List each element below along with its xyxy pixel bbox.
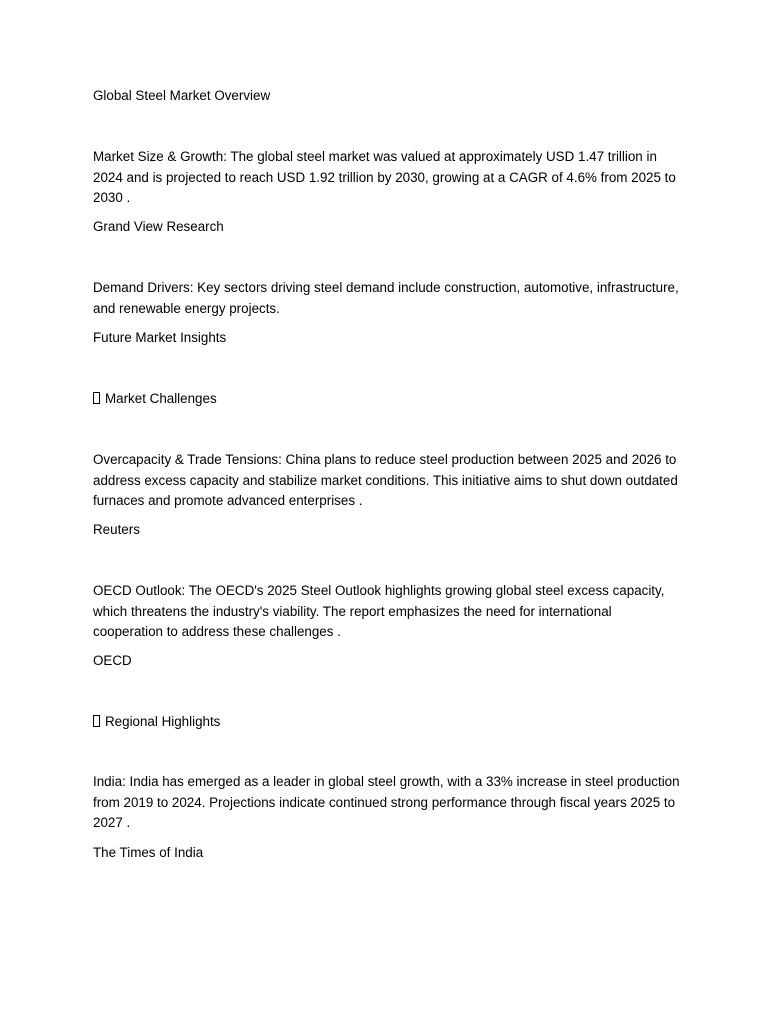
oecd-outlook-source: OECD — [93, 653, 132, 668]
document-title: Global Steel Market Overview — [93, 88, 271, 103]
regional-highlights-label: Regional Highlights — [105, 714, 221, 729]
missing-glyph-box-icon — [93, 392, 100, 404]
oecd-outlook-paragraph: OECD Outlook: The OECD's 2025 Steel Outlook highlights growing global steel excess capacity, which threatens the industry's viability. The report emphasizes the need for international cooperation to address these challenges . — [93, 583, 665, 639]
demand-drivers-paragraph: Demand Drivers: Key sectors driving steel demand include construction, automotive, infrastructure, and renewable energy projects. — [93, 280, 679, 316]
overcapacity-source: Reuters — [93, 522, 140, 537]
market-challenges-label: Market Challenges — [105, 391, 217, 406]
market-size-paragraph: Market Size & Growth: The global steel market was valued at approximately USD 1.47 trillion in 2024 and is projected to reach USD 1.92 trillion by 2030, growing at a CAGR of 4.6% from 2025 to 2030 . — [93, 149, 676, 205]
market-challenges-heading — [93, 389, 683, 410]
missing-glyph-box-icon — [93, 715, 100, 727]
overcapacity-paragraph: Overcapacity & Trade Tensions: China plans to reduce steel production between 2025 and 2026 to address excess capacity and stabilize market conditions. This initiative aims to shut down outdated furnaces and promote advanced enterprises . — [93, 452, 678, 508]
india-source: The Times of India — [93, 845, 204, 860]
market-size-source: Grand View Research — [93, 219, 224, 234]
demand-drivers-source: Future Market Insights — [93, 330, 227, 345]
india-paragraph: India: India has emerged as a leader in global steel growth, with a 33% increase in steel production from 2019 to 2024. Projections indicate continued strong performance through fiscal years 2025 to 2027 . — [93, 774, 680, 830]
regional-highlights-heading — [93, 712, 683, 733]
